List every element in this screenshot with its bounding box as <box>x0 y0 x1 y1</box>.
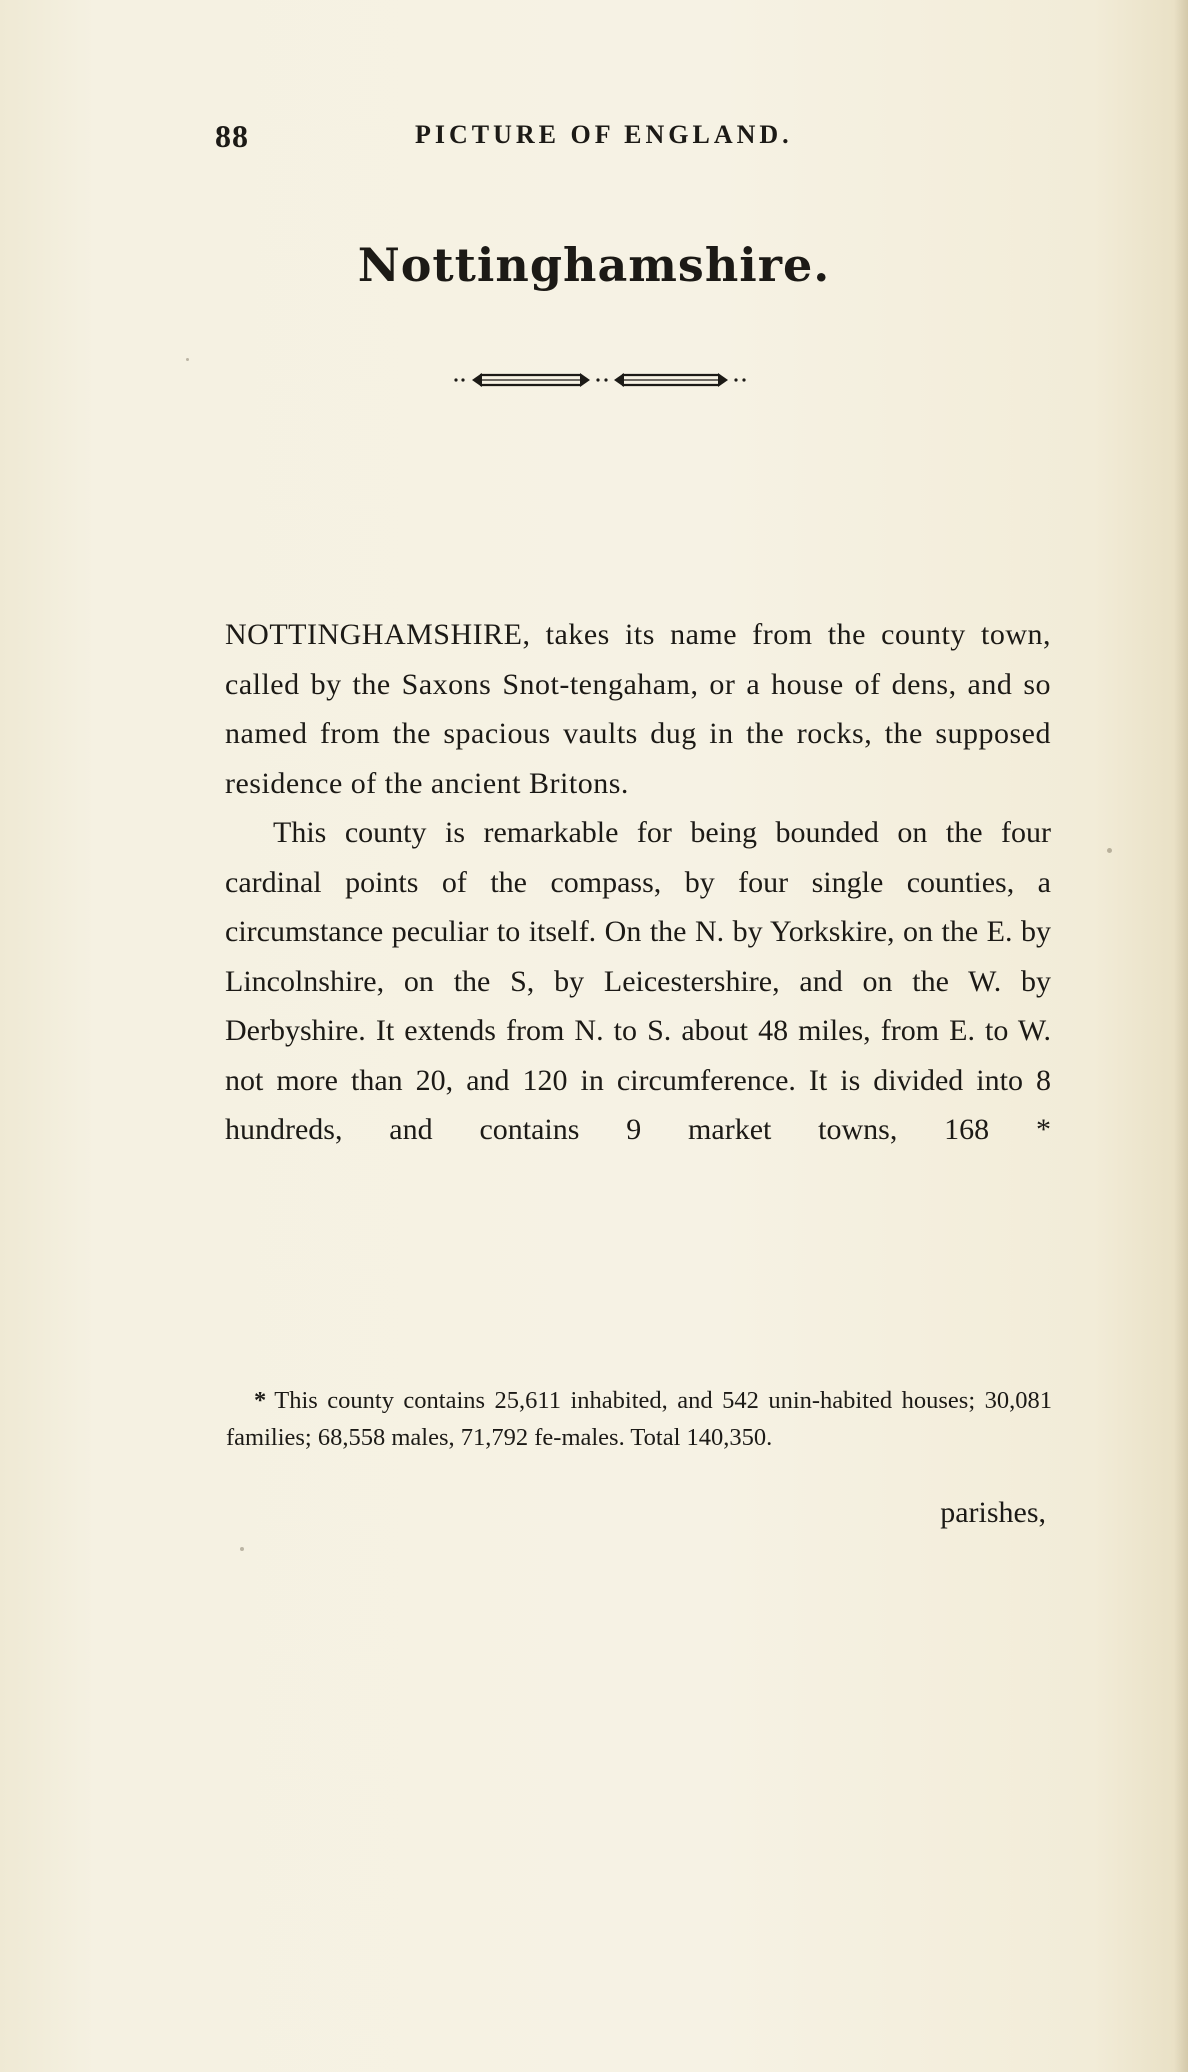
paper-speck <box>186 358 189 361</box>
paper-speck <box>1107 848 1112 853</box>
paper-speck <box>240 1547 244 1551</box>
chapter-title: Nottinghamshire. <box>357 238 831 292</box>
page-edge-shadow <box>1174 0 1188 2072</box>
decorative-rule-ornament <box>452 368 752 392</box>
running-head: PICTURE OF ENGLAND. <box>415 120 793 149</box>
footnote-text: This county contains 25,611 inhabited, and 542 unin-habited houses; 30,081 families; 68,558 males, 71,792 fe-males. Total 140,350. <box>226 1387 1052 1451</box>
body-text <box>225 610 1051 1155</box>
paragraph-1: NOTTINGHAMSHIRE, takes its name from the county town, called by the Saxons Snot-tengaham, or a house of dens, and so named from the spacious vaults dug in the rocks, the supposed residence of the ancient Britons. <box>225 618 1051 800</box>
page-number: 88 <box>215 118 249 154</box>
page-header <box>215 118 855 158</box>
catchword: parishes, <box>940 1496 1046 1529</box>
footnote <box>226 1382 1052 1456</box>
paragraph-2: This county is remarkable for being bounded on the four cardinal points of the compass, by four single counties, a circumstance peculiar to itself. On the N. by Yorkskire, on the E. by Lincolnshire, on the S, by Leicestershire, and on the W. by Derbyshire. It extends from N. to S. about 48 miles, from E. to W. not more than 20, and 120 in circumference. It is divided into 8 hundreds, and contains 9 market towns, 168 * <box>225 816 1051 1146</box>
footnote-mark: * <box>254 1387 267 1414</box>
